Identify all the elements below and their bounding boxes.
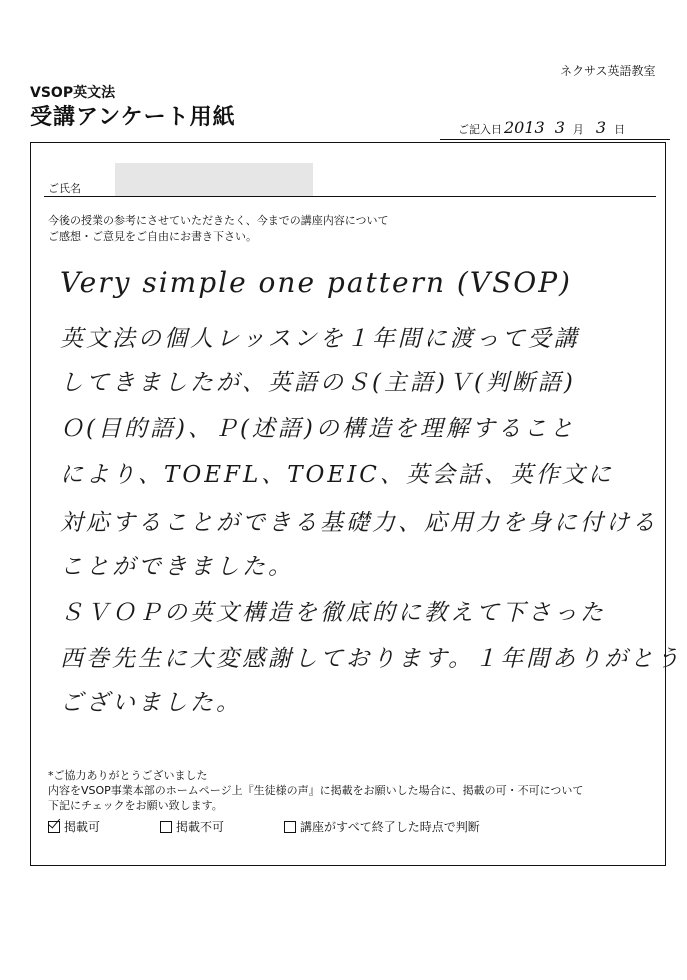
handwriting-line-1: Very simple one pattern (VSOP) — [60, 266, 572, 299]
date-year: 2013 — [504, 118, 545, 137]
option-label: 掲載可 — [64, 820, 101, 834]
footer-thanks: *ご協力ありがとうございました — [48, 769, 208, 782]
instruction-line-2: ご感想・ご意見をご自由にお書き下さい。 — [48, 230, 257, 243]
page-title: 受講アンケート用紙 — [30, 105, 236, 130]
month-label: 月 — [572, 123, 584, 136]
checkbox-publish-ng[interactable] — [160, 821, 172, 833]
handwriting-line-5: により、TOEFL、TOEIC、英会話、英作文に — [60, 462, 614, 488]
footer-line-3: 下記にチェックをお願い致します。 — [48, 799, 223, 812]
footer-note — [48, 768, 658, 813]
handwriting-line-3: してきましたが、英語のＳ(主語)Ｖ(判断語) — [60, 370, 576, 396]
handwriting-line-4: Ｏ(目的語)、Ｐ(述語)の構造を理解すること — [60, 416, 576, 442]
handwriting-line-8: ＳＶＯＰの英文構造を徹底的に教えて下さった — [60, 600, 606, 626]
option-decide-later[interactable] — [284, 818, 480, 835]
date-label: ご記入日 — [458, 123, 502, 136]
date-underline — [440, 139, 670, 140]
checkbox-publish-ok[interactable] — [48, 821, 60, 833]
option-label: 掲載不可 — [176, 820, 225, 834]
handwriting-line-9: 西巻先生に大変感謝しております。１年間ありがとう — [60, 646, 683, 672]
handwriting-line-6: 対応することができる基礎力、応用力を身に付ける — [60, 510, 658, 536]
publish-options — [48, 818, 480, 835]
name-label: ご氏名 — [48, 182, 81, 195]
course-brand: VSOP英文法 — [30, 85, 116, 101]
instruction-line-1: 今後の授業の参考にさせていただきたく、今までの講座内容について — [48, 214, 389, 227]
school-name: ネクサス英語教室 — [560, 64, 656, 78]
date-day: 3 — [595, 118, 607, 137]
handwriting-line-2: 英文法の個人レッスンを１年間に渡って受講 — [60, 326, 580, 352]
handwriting-line-7: ことができました。 — [60, 554, 294, 580]
option-label: 講座がすべて終了した時点で判断 — [300, 820, 480, 834]
day-label: 日 — [614, 123, 626, 136]
checkbox-decide-later[interactable] — [284, 821, 296, 833]
date-row — [458, 118, 625, 137]
instructions — [48, 213, 648, 245]
option-publish-ng[interactable] — [160, 818, 224, 835]
name-underline — [44, 196, 656, 197]
date-month: 3 — [554, 118, 565, 137]
name-redacted — [115, 163, 313, 197]
footer-line-2: 内容をVSOP事業本部のホームページ上『生徒様の声』に掲載をお願いした場合に、掲載の可・不可について — [48, 784, 584, 797]
handwriting-line-10: ございました。 — [60, 690, 242, 716]
option-publish-ok[interactable] — [48, 818, 100, 835]
